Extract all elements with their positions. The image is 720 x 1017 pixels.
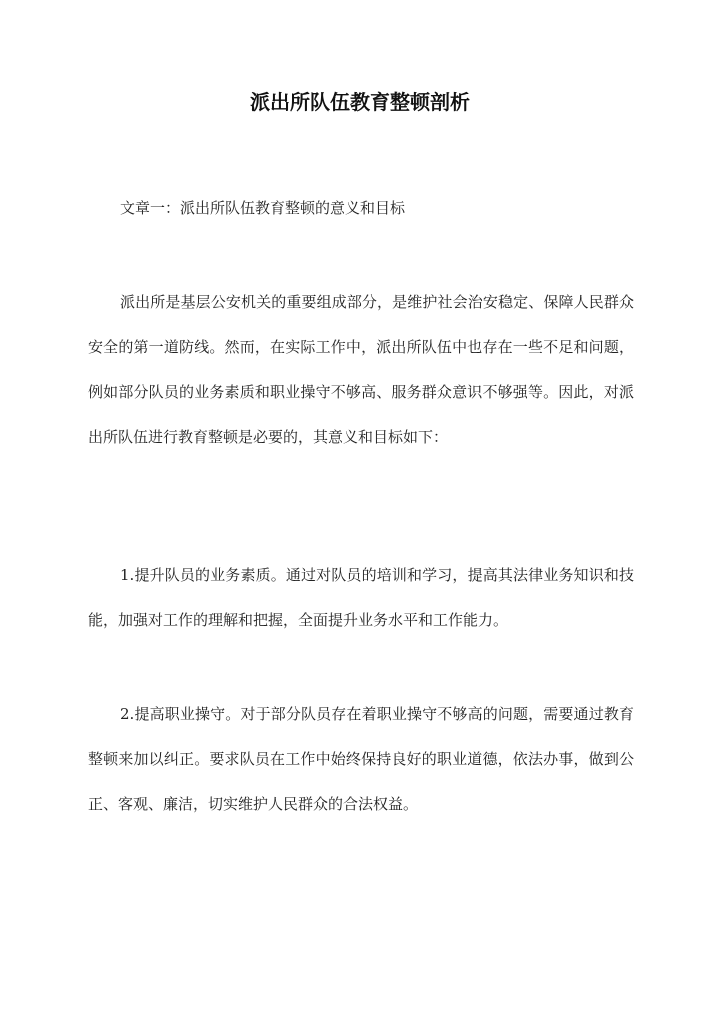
document-title: 派出所队伍教育整顿剖析 xyxy=(250,90,470,114)
paragraph-point-2: 2.提高职业操守。对于部分队员存在着职业操守不够高的问题，需要通过教育整顿来加以纠正。要求队员在工作中始终保持良好的职业道德，依法办事，做到公正、客观、廉洁，切实维护人民群众的合法权益。 xyxy=(88,705,634,813)
paragraph-point-1: 1.提升队员的业务素质。通过对队员的培训和学习，提高其法律业务知识和技能，加强对工作的理解和把握，全面提升业务水平和工作能力。 xyxy=(88,566,634,629)
article-heading: 文章一：派出所队伍教育整顿的意义和目标 xyxy=(120,199,406,217)
paragraph-intro: 派出所是基层公安机关的重要组成部分，是维护社会治安稳定、保障人民群众安全的第一道防线。然而，在实际工作中，派出所队伍中也存在一些不足和问题，例如部分队员的业务素质和职业操守不够高、服务群众意识不够强等。因此，对派出所队伍进行教育整顿是必要的，其意义和目标如下： xyxy=(88,293,634,446)
